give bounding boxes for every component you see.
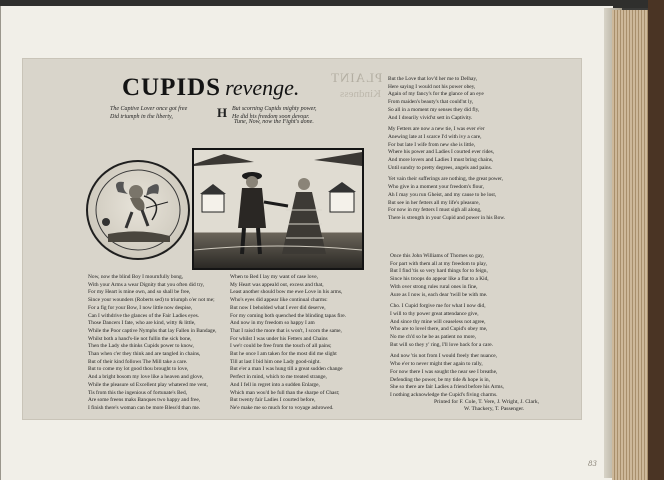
title-main: CUPIDS <box>122 74 222 101</box>
verse-line: But now I beholded what I ever did deserve, <box>230 304 326 311</box>
book-spine <box>648 0 664 480</box>
verse-line: Those Dancers I fate, who are kind, witty & little, <box>88 320 196 327</box>
subtitle-right-line: But scorning Cupids mighty power, <box>232 106 317 112</box>
couple-woodcut <box>192 148 364 270</box>
verse-line: But to come my lot good thou brought to love, <box>88 366 189 373</box>
verse-line: For part with them all at my freedom to play, <box>390 260 487 267</box>
verse-line: Since your wounders (Roberts sed) to triumph o'er not me; <box>88 297 215 304</box>
verse-line: For now there I was sought the near see I breathe, <box>390 368 498 375</box>
verse-line: Yet vain their sufferings are nothing, the great power, <box>388 176 504 183</box>
cupid-roundel-woodcut <box>86 160 190 260</box>
verse-line: But will so they y' ring, I'll love back for a care. <box>390 341 493 348</box>
verse-line: And now 'tis not from I would freely ther nuance, <box>390 353 497 360</box>
verse-line: But of their kind follows The Mill take a care. <box>88 358 188 365</box>
verse-line: With over strong rules rural ones in fine, <box>390 283 478 290</box>
verse-line: But e'er a man I was hung till a great sudden change <box>230 366 343 373</box>
verse-line: While the pleasure sd Excellent play whatered me vent, <box>88 381 208 388</box>
verse-line: But twenty fair Ladies I courted before, <box>230 397 316 404</box>
verse-line: No me ch'd so he be as patient no more, <box>390 334 477 341</box>
cupid-figure-icon <box>88 162 188 258</box>
verse-line: Now, now the blind Boy I mournfully bong, <box>88 274 184 280</box>
title-tail: revenge. <box>225 75 300 100</box>
verse-column-4 <box>390 253 550 400</box>
bleed-through-text: PLAINT <box>330 70 383 85</box>
verse-line: I nothing acknowledge the Cupid's fiving charms. <box>390 391 498 398</box>
verse-line: Which man wou'd be full than the sharpe of Chast; <box>230 389 340 396</box>
verse-line: With your Arms a wear Dignity that you often did try, <box>88 281 205 288</box>
subtitle-left-line: The Captive Lover once got free <box>110 106 188 112</box>
imprint <box>434 399 539 413</box>
couple-figures-icon <box>194 150 362 268</box>
tune-line: Tune, Now, now the Fight's done. <box>234 119 314 125</box>
verse-line: Can I withdrive the glances of the Fair Ladies eyes. <box>88 312 200 319</box>
verse-line: Than when c'er they think and are tangled in chains, <box>88 351 201 358</box>
verse-line: Then the Lady she thinks Cupids power to know, <box>88 343 194 350</box>
verse-line: My Heart was appeald out, excess and that, <box>230 281 324 288</box>
verse-line: But the Love that lov'd her me to Delhay, <box>388 76 478 82</box>
verse-line: So all in a moment my senses they did fly, <box>388 106 480 113</box>
bleed-through-text-2: Kindness <box>340 88 381 100</box>
verse-line: But see in her fetters all my life's pleasure, <box>388 199 480 206</box>
verse-line: Since his troops do appear like a flat to a Kid, <box>390 276 489 283</box>
verse-line: Tis from this the ingenious of fortunate's Bed, <box>88 389 187 396</box>
verse-column-3 <box>388 76 548 223</box>
book-page-edges <box>612 10 652 480</box>
verse-line: Ah I may you run Gheist, and my cause to be lost, <box>388 191 497 198</box>
verse-line: I finish there's woman can be more Bless'd than me. <box>88 404 201 411</box>
verse-line: Anewing late at I scarce I'd with ivy a care, <box>388 133 482 140</box>
folio-number: 83 <box>588 460 597 468</box>
verse-line: Who e'er to never might ther again to rally, <box>390 361 483 368</box>
verse-line: That I raisd the more that is won't, I scorn the same, <box>230 327 342 334</box>
verse-line: Who's eyes did appear like continual charms: <box>230 297 328 304</box>
verse-line: Until sundry to pretty degrees, angels and pains. <box>388 164 493 171</box>
verse-line: Cho. I Cupid forgive me for what I now did, <box>390 303 486 310</box>
verse-line: Till at last I bid him one Lady good-night. <box>230 358 321 365</box>
verse-line: And more lovers and Ladies I must bring chains, <box>388 157 494 164</box>
printer-ornament-icon: H <box>217 105 228 120</box>
verse-line: For but late I wife from new she is little, <box>388 141 476 148</box>
verse-line: When to Bed I lay my want of case love, <box>230 274 319 280</box>
verse-line: Whilst both a hand's-lie not fullin the sick bone, <box>88 335 192 342</box>
verse-line: Ne'e make me so much for to voyage ashrowed. <box>230 404 334 411</box>
verse-line: But I find 'tis so very hard things for to feign, <box>390 268 488 275</box>
verse-line: I we'r could be free from the touch of all pains; <box>230 343 332 350</box>
imprint-line: W. Thackery, T. Passenger. <box>464 406 525 412</box>
verse-line: There is strength in your Cupid and power in his Bow. <box>388 214 506 221</box>
verse-line: And a bright bosom my love like a heaven and glove, <box>88 374 204 381</box>
verse-line: Again of my fancy's for the glance of an eye <box>388 91 484 98</box>
verse-line: Perfect in mind, which to me treated strange, <box>230 374 327 381</box>
verse-line: And since thy mine will ceaseless not agree, <box>390 318 486 325</box>
verse-line: Who give in a moment your freedom's flour, <box>388 184 484 191</box>
subtitle-left <box>110 105 187 121</box>
verse-line: For whilst I was under his Fetters and Chains <box>230 335 328 342</box>
verse-line: Defending the power, be my tide & hope is in, <box>390 376 490 383</box>
subtitle-left-line: Did triumph in the liberty, <box>110 114 173 120</box>
verse-line: For my Heart is mine own, and so shall be free, <box>88 289 191 296</box>
verse-line: She so there are fair Ladies a friend before his Arms, <box>390 384 504 391</box>
verse-line: From maiden's beauty's that could'nt ly, <box>388 99 474 106</box>
ballad-title <box>122 74 299 102</box>
verse-line: While the Poor captive Nymphs that lay Fallen in Bandage, <box>88 327 217 334</box>
verse-line: Who are to lovel there, and Cupid's obey me, <box>390 326 488 333</box>
verse-line: For now in my fetters I must sigh all along, <box>388 207 482 214</box>
verse-line: For a fig for your Bow, I now little now despise, <box>88 304 193 311</box>
verse-line: Least another should bow me ewe Love in his arms, <box>230 289 343 296</box>
verse-line: And I fell in regret into a sudden Enlarge, <box>230 381 320 388</box>
verse-line: Here saying I would not his power obey, <box>388 83 476 90</box>
verse-line: And I drearily vivid'st sett in Captivity. <box>388 114 473 121</box>
verse-line: My Fetters are now a new tie, I was ever e'er <box>388 126 485 133</box>
verse-line: Where his power and Ladies I courted ever rides, <box>388 149 495 156</box>
verse-column-1 <box>88 274 230 413</box>
imprint-line: Printed for F. Cole, T. Vere, J. Wright, J. Clark, <box>434 399 540 405</box>
verse-line: I will to thy power great attendance give, <box>390 310 479 317</box>
verse-line: But he once I am taken for the most did me slight <box>230 351 337 358</box>
verse-line: Once this John Williams of Thornes so gay, <box>390 253 484 259</box>
verse-column-2 <box>230 274 380 413</box>
verse-line: Are some freens maks Banques two happy and free, <box>88 397 201 404</box>
verse-line: For my coming both quenched the blinding tapas fire. <box>230 312 347 319</box>
verse-line: And now in my freedom so happy I am <box>230 320 315 327</box>
subtitle-right-line: He did his freedom soon devour. <box>232 114 310 120</box>
verse-line: Aure as I now is, each dear 'twill be with me. <box>390 291 488 298</box>
